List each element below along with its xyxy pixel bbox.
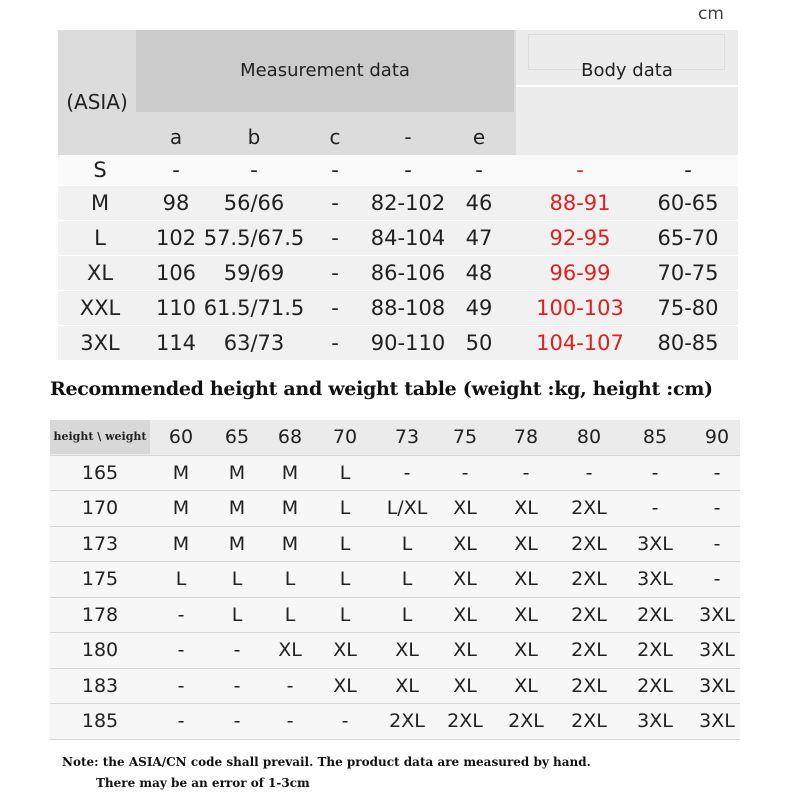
size-cell-e: 50	[465, 331, 493, 355]
size-recommendation-cell: L	[284, 568, 296, 590]
recommendation-row	[50, 704, 740, 740]
height-label: 175	[50, 562, 150, 596]
weight-header: 78	[513, 426, 539, 448]
size-recommendation-cell: M	[228, 532, 246, 555]
size-cell-body2: 60-65	[657, 191, 719, 215]
recommendation-row	[50, 633, 740, 669]
size-recommendation-cell: 2XL	[637, 639, 673, 661]
column-header-1: a	[169, 125, 183, 149]
body-header-divider	[516, 85, 738, 87]
size-recommendation-cell: L	[231, 603, 243, 626]
size-cell-a: -	[172, 158, 180, 182]
size-recommendation-cell: 3XL	[699, 674, 735, 697]
size-cell-body2: 65-70	[657, 226, 719, 250]
size-recommendation-cell: 2XL	[508, 710, 544, 732]
size-recommendation-cell: L	[401, 568, 413, 590]
size-recommendation-cell: XL	[514, 532, 538, 555]
size-cell-d: -	[404, 158, 412, 182]
size-recommendation-cell: 2XL	[571, 674, 607, 697]
height-label: 165	[50, 456, 150, 490]
size-recommendation-cell: XL	[514, 674, 538, 697]
size-recommendation-cell: M	[172, 461, 190, 484]
weight-header: 68	[277, 426, 303, 448]
size-recommendation-cell: -	[713, 461, 721, 484]
size-cell-d: 86-106	[370, 261, 446, 285]
size-recommendation-cell: 2XL	[447, 710, 483, 732]
column-header-3: c	[329, 125, 341, 149]
size-recommendation-cell: -	[233, 639, 241, 661]
size-cell-b: 57.5/67.5	[203, 226, 305, 250]
weight-header: 75	[452, 426, 478, 448]
size-recommendation-cell: -	[341, 710, 349, 732]
size-recommendation-cell: M	[172, 532, 190, 555]
column-header-2: b	[247, 125, 261, 149]
size-recommendation-cell: 2XL	[571, 710, 607, 732]
size-recommendation-cell: XL	[514, 568, 538, 590]
size-recommendation-cell: L	[339, 461, 351, 484]
size-cell-body1: 104-107	[536, 331, 624, 355]
size-row	[58, 256, 738, 290]
size-recommendation-cell: L	[339, 603, 351, 626]
body-data-header	[516, 30, 738, 155]
body-data-title: Body data	[581, 60, 673, 81]
size-recommendation-cell: -	[177, 639, 185, 661]
size-recommendation-cell: XL	[514, 639, 538, 661]
note	[62, 752, 762, 794]
size-recommendation-cell: -	[403, 461, 411, 484]
size-row	[58, 186, 738, 220]
size-recommendation-cell: L	[339, 497, 351, 519]
size-recommendation-cell: 3XL	[699, 710, 735, 732]
size-cell-d: 90-110	[370, 331, 446, 355]
size-recommendation-cell: -	[177, 603, 185, 626]
size-recommendation-cell: XL	[395, 639, 419, 661]
size-cell-b: 56/66	[223, 191, 285, 215]
size-cell-e: -	[475, 158, 483, 182]
size-cell-b: 63/73	[223, 331, 285, 355]
corner-label: height \ weight	[50, 420, 150, 454]
weight-header: 60	[168, 426, 194, 448]
size-recommendation-cell: -	[286, 710, 294, 732]
size-chart-header	[58, 30, 738, 155]
size-cell-body2: 80-85	[657, 331, 719, 355]
size-recommendation-cell: -	[651, 461, 659, 484]
size-cell-b: -	[250, 158, 258, 182]
size-cell-c: -	[331, 261, 339, 285]
size-cell-size: S	[93, 158, 107, 182]
weight-header: 90	[704, 426, 730, 448]
size-recommendation-cell: L	[284, 603, 296, 626]
size-cell-a: 102	[155, 226, 197, 250]
measurement-title: Measurement data	[240, 60, 410, 81]
height-label: 178	[50, 598, 150, 632]
size-cell-b: 59/69	[223, 261, 285, 285]
size-recommendation-cell: XL	[453, 532, 477, 555]
size-recommendation-cell: -	[651, 497, 659, 519]
size-recommendation-cell: L	[401, 603, 413, 626]
size-cell-e: 47	[465, 226, 493, 250]
size-cell-c: -	[331, 226, 339, 250]
size-recommendation-cell: M	[172, 497, 190, 519]
size-recommendation-cell: 3XL	[637, 710, 673, 732]
size-cell-d: 82-102	[370, 191, 446, 215]
size-cell-size: 3XL	[80, 331, 120, 355]
size-cell-size: XXL	[79, 296, 121, 320]
size-recommendation-cell: 3XL	[637, 568, 673, 590]
size-recommendation-cell: -	[461, 461, 469, 484]
size-cell-body1: 96-99	[549, 261, 611, 285]
size-recommendation-cell: L	[231, 568, 243, 590]
size-recommendation-cell: 2XL	[571, 603, 607, 626]
size-cell-a: 98	[162, 191, 190, 215]
note-line-2: There may be an error of 1-3cm	[96, 776, 310, 790]
size-recommendation-cell: 2XL	[389, 710, 425, 732]
size-recommendation-cell: -	[713, 568, 721, 590]
size-cell-e: 46	[465, 191, 493, 215]
size-recommendation-cell: -	[585, 461, 593, 484]
size-recommendation-cell: 2XL	[571, 497, 607, 519]
size-recommendation-cell: -	[713, 497, 721, 519]
size-row	[58, 326, 738, 360]
size-cell-body1: -	[576, 158, 584, 182]
recommendation-row	[50, 598, 740, 634]
size-recommendation-cell: M	[281, 497, 299, 519]
size-recommendation-cell: XL	[333, 639, 357, 661]
size-recommendation-cell: 2XL	[571, 639, 607, 661]
size-recommendation-cell: -	[177, 710, 185, 732]
size-cell-size: L	[94, 226, 106, 250]
size-cell-d: 88-108	[370, 296, 446, 320]
size-recommendation-cell: L	[339, 568, 351, 590]
size-cell-body1: 92-95	[549, 226, 611, 250]
size-recommendation-cell: XL	[514, 603, 538, 626]
size-cell-c: -	[331, 158, 339, 182]
size-cell-a: 114	[155, 331, 197, 355]
size-recommendation-cell: -	[233, 710, 241, 732]
height-label: 173	[50, 527, 150, 561]
recommendation-table	[50, 420, 740, 740]
size-cell-size: M	[90, 191, 110, 215]
size-cell-e: 49	[465, 296, 493, 320]
size-cell-body2: 75-80	[657, 296, 719, 320]
weight-header: 65	[224, 426, 250, 448]
weight-header: 73	[394, 426, 420, 448]
size-recommendation-cell: XL	[514, 497, 538, 519]
size-chart	[58, 30, 738, 360]
size-recommendation-cell: 2XL	[571, 568, 607, 590]
size-recommendation-cell: XL	[453, 674, 477, 697]
size-cell-size: XL	[86, 261, 114, 285]
size-recommendation-cell: 2XL	[571, 532, 607, 555]
size-row	[58, 291, 738, 325]
size-recommendation-cell: M	[281, 461, 299, 484]
size-recommendation-cell: 3XL	[699, 603, 735, 626]
size-recommendation-cell: XL	[453, 603, 477, 626]
size-recommendation-cell: 3XL	[637, 532, 673, 555]
size-recommendation-cell: XL	[453, 568, 477, 590]
size-cell-b: 61.5/71.5	[203, 296, 305, 320]
height-label: 170	[50, 491, 150, 525]
size-cell-a: 106	[155, 261, 197, 285]
size-recommendation-cell: -	[713, 532, 721, 555]
recommendation-row	[50, 491, 740, 527]
size-cell-c: -	[331, 296, 339, 320]
size-recommendation-cell: -	[177, 674, 185, 697]
size-row	[58, 155, 738, 185]
size-recommendation-cell: 3XL	[699, 639, 735, 661]
height-label: 180	[50, 633, 150, 667]
height-label: 183	[50, 669, 150, 703]
size-recommendation-cell: XL	[453, 497, 477, 519]
recommendation-title: Recommended height and weight table (weight :kg, height :cm)	[50, 378, 713, 400]
size-recommendation-cell: XL	[278, 639, 302, 661]
recommendation-header-row	[50, 420, 740, 456]
recommendation-row	[50, 527, 740, 563]
size-recommendation-cell: L	[339, 532, 351, 555]
size-cell-body1: 88-91	[549, 191, 611, 215]
size-recommendation-cell: 2XL	[637, 674, 673, 697]
size-cell-c: -	[331, 331, 339, 355]
size-recommendation-cell: 2XL	[637, 603, 673, 626]
recommendation-row	[50, 562, 740, 598]
size-recommendation-cell: -	[286, 674, 294, 697]
size-recommendation-cell: -	[233, 674, 241, 697]
size-recommendation-cell: XL	[453, 639, 477, 661]
recommendation-row	[50, 456, 740, 492]
size-recommendation-cell: L/XL	[386, 497, 428, 519]
size-cell-c: -	[331, 191, 339, 215]
size-recommendation-cell: M	[281, 532, 299, 555]
weight-header: 85	[642, 426, 668, 448]
note-line-1: Note: the ASIA/CN code shall prevail. The product data are measured by hand.	[62, 755, 591, 769]
size-recommendation-cell: M	[228, 461, 246, 484]
size-recommendation-cell: XL	[333, 674, 357, 697]
size-recommendation-cell: L	[401, 532, 413, 555]
size-cell-d: 84-104	[370, 226, 446, 250]
column-header-5: e	[472, 125, 486, 149]
size-recommendation-cell: -	[522, 461, 530, 484]
size-cell-body2: 70-75	[657, 261, 719, 285]
height-label: 185	[50, 704, 150, 738]
size-row	[58, 221, 738, 255]
weight-header: 80	[576, 426, 602, 448]
size-cell-a: 110	[155, 296, 197, 320]
size-cell-body1: 100-103	[536, 296, 624, 320]
size-recommendation-cell: M	[228, 497, 246, 519]
weight-header: 70	[332, 426, 358, 448]
region-label: (ASIA)	[66, 90, 128, 114]
size-recommendation-cell: XL	[395, 674, 419, 697]
size-recommendation-cell: L	[175, 568, 187, 590]
unit-label: cm	[698, 4, 724, 24]
size-cell-e: 48	[465, 261, 493, 285]
column-header-4: -	[404, 125, 412, 149]
recommendation-row	[50, 669, 740, 705]
size-cell-body2: -	[684, 158, 692, 182]
